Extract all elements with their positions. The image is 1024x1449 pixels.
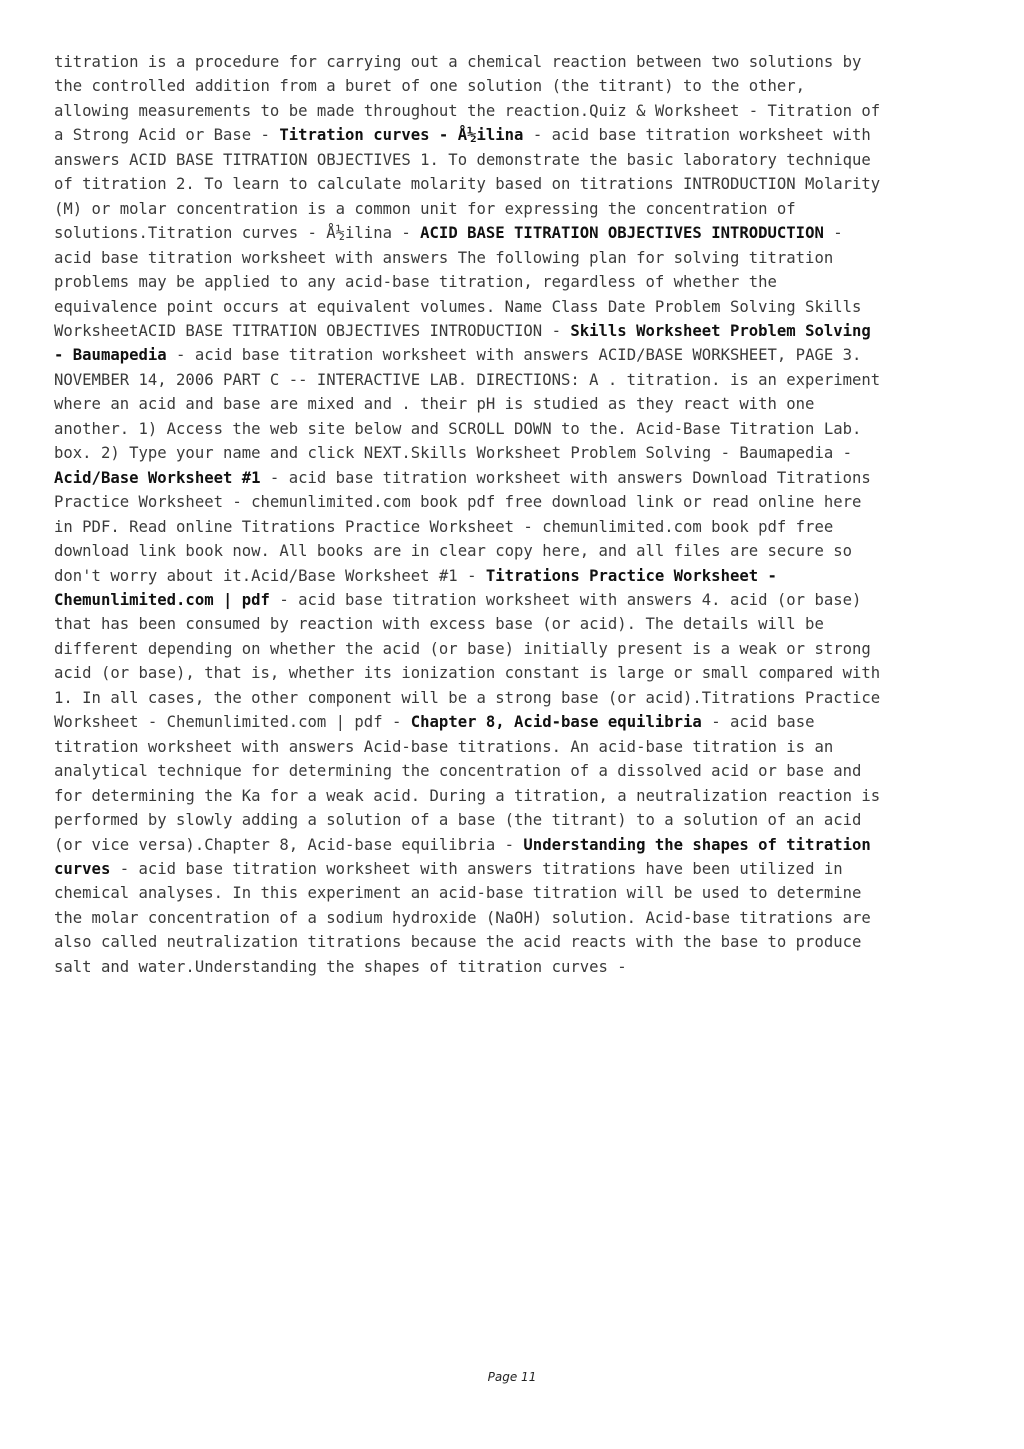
bold-link-title: Skills Worksheet Problem Solving - Baumapedia	[54, 321, 871, 365]
text-run: - acid base titration worksheet with answers ACID BASE TITRATION OBJECTIVES 1. To demonstrate the basic laboratory technique of titration 2. To learn to calculate molarity based on titrations INTRODUCTION Molarity (M) or molar concentration is a common unit for expressing the concentration of solutions.Titration curves - Å½ilina -	[54, 126, 881, 243]
text-run: - acid base titration worksheet with answers ACID/BASE WORKSHEET, PAGE 3. NOVEMBER 14, 2006 PART C -- INTERACTIVE LAB. DIRECTIONS: A . titration. is an experiment where an acid and base are mixed and . their pH is studied as they react with one another. 1) Access the web site below and SCROLL DOWN to the. Acid-Base Titration Lab. box. 2) Type your name and click NEXT.Skills Worksheet Problem Solving - Baumapedia -	[54, 346, 881, 463]
bold-link-title: Chapter 8, Acid-base equilibria	[410, 713, 702, 732]
bold-link-title: Acid/Base Worksheet #1	[54, 468, 261, 487]
bold-link-title: ACID BASE TITRATION OBJECTIVES INTRODUCTION	[420, 224, 824, 243]
text-run: - acid base titration worksheet with answers The following plan for solving titration problems may be applied to any acid-base titration, regardless of whether the equivalence point occurs at equivalent volumes. Name Class Date Problem Solving Skills WorksheetACID BASE TITRATION OBJECTIVES INTRODUCTION -	[54, 224, 862, 340]
body-text	[54, 50, 969, 979]
text-run: - acid base titration worksheet with answers titrations have been utilized in chemical analyses. In this experiment an acid-base titration will be used to determine the molar concentration of a sodium hydroxide (NaOH) solution. Acid-base titrations are also called neutralization titrations because the acid reacts with the base to produce salt and water.Understanding the shapes of titration curves -	[54, 859, 871, 976]
text-run: - acid base titration worksheet with answers Download Titrations Practice Worksheet - chemunlimited.com book pdf free download link or read online here in PDF. Read online Titrations Practice Worksheet - chemunlimited.com book pdf free download link book now. All books are in clear copy here, and all files are secure so don't worry about it.Acid/Base Worksheet #1 -	[54, 468, 871, 585]
text-run: - acid base titration worksheet with answers Acid-base titrations. An acid-base titration is an analytical technique for determining the concentration of a dissolved acid or base and for determining the Ka for a weak acid. During a titration, a neutralization reaction is performed by slowly adding a solution of a base (the titrant) to a solution of an acid (or vice versa).Chapter 8, Acid-base equilibria -	[54, 713, 881, 854]
text-run: titration is a procedure for carrying out a chemical reaction between two solutions by the controlled addition from a buret of one solution (the titrant) to the other, allowing measurements to be made throughout the reaction.Quiz & Worksheet - Titration of a Strong Acid or Base -	[54, 53, 881, 145]
text-run: - acid base titration worksheet with answers 4. acid (or base) that has been consumed by reaction with excess base (or acid). The details will be different depending on whether the acid (or base) initially present is a weak or strong acid (or base), that is, whether its ionization constant is large or small compared with 1. In all cases, the other component will be a strong base (or acid).Titrations Practice Worksheet - Chemunlimited.com | pdf -	[54, 590, 881, 732]
bold-link-title: Titration curves - Å½ilina	[279, 126, 524, 145]
page-number: Page 11	[487, 1370, 537, 1384]
bold-link-title: Understanding the shapes of titration curves	[54, 835, 871, 878]
bold-link-title: Titrations Practice Worksheet - Chemunlimited.com | pdf	[54, 566, 777, 609]
